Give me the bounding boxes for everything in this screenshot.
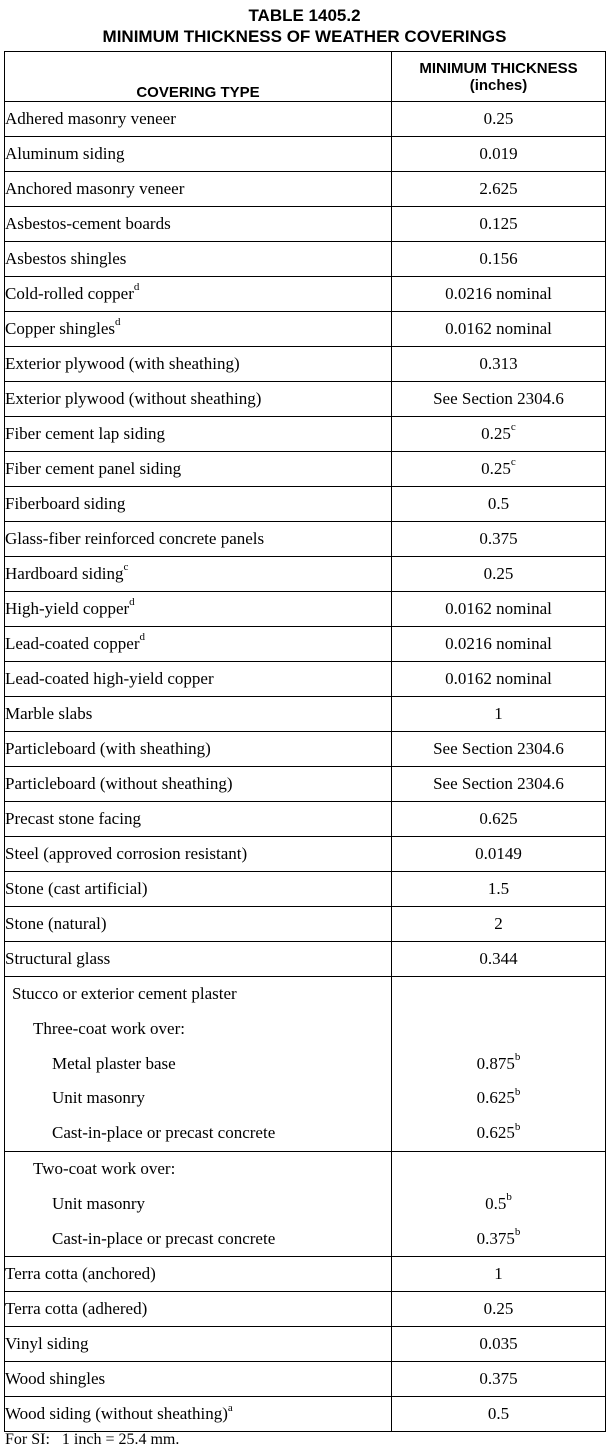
covering-type-cell xyxy=(5,522,392,557)
covering-type-name: Asbestos-cement boards xyxy=(5,214,171,233)
covering-type-name: Aluminum siding xyxy=(5,144,125,163)
thickness-cell xyxy=(392,417,606,452)
thickness-value: 0.875$^b$ xyxy=(476,1050,521,1073)
column-header-covering-type: COVERING TYPE xyxy=(5,52,392,102)
covering-type-name: Vinyl siding xyxy=(5,1334,89,1354)
covering-type-name: Anchored masonry veneer xyxy=(5,179,185,198)
thickness-value: 0.375$^b$ xyxy=(476,1225,521,1248)
covering-type-cell xyxy=(5,417,392,452)
thickness-cell xyxy=(392,277,606,312)
covering-type-cell xyxy=(5,312,392,347)
column-header-unit: (inches) xyxy=(469,76,528,94)
thickness-value: 1 xyxy=(494,1264,503,1284)
table-row xyxy=(5,732,606,767)
table-row xyxy=(5,662,606,697)
covering-type-cell xyxy=(5,1397,392,1432)
covering-type-cell xyxy=(5,802,392,837)
thickness-value: 0.25 xyxy=(481,424,511,443)
footnote-marker: d xyxy=(133,281,140,294)
covering-type-cell xyxy=(5,382,392,417)
thickness-cell xyxy=(392,732,606,767)
covering-type-cell xyxy=(5,207,392,242)
stucco-two-coat-values xyxy=(392,1151,606,1256)
table-row xyxy=(5,942,606,977)
table-row xyxy=(5,592,606,627)
thickness-value: 0.5$^b$ xyxy=(485,1191,512,1213)
covering-type-cell xyxy=(5,487,392,522)
covering-type-name: Steel (approved corrosion resistant) xyxy=(5,844,248,863)
stucco-label: Stucco or exterior cement plaster xyxy=(12,984,237,1003)
covering-type-name: Lead-coated copper xyxy=(5,634,140,653)
covering-subtype-name: Cast-in-place or precast concrete xyxy=(52,1123,276,1143)
covering-type-name: Terra cotta (adhered) xyxy=(5,1299,148,1319)
covering-type-cell xyxy=(5,452,392,487)
thickness-cell xyxy=(392,102,606,137)
thickness-value: 0.0162 nominal xyxy=(445,319,552,338)
thickness-cell xyxy=(392,172,606,207)
covering-type-cell xyxy=(5,697,392,732)
covering-type-name: Wood siding (without sheathing) xyxy=(5,1404,228,1424)
two-coat-label: Two-coat work over: xyxy=(33,1158,176,1178)
covering-type-cell xyxy=(5,102,392,137)
table-row xyxy=(5,382,606,417)
table-row xyxy=(5,487,606,522)
covering-type-cell xyxy=(5,557,392,592)
table-body-stucco xyxy=(5,977,606,1257)
thickness-cell xyxy=(392,697,606,732)
thickness-value: 1.5 xyxy=(487,879,510,898)
thickness-value: 1 xyxy=(494,704,503,723)
thickness-cell xyxy=(392,767,606,802)
stucco-two-coat-names xyxy=(5,1151,392,1256)
table-title-number: TABLE 1405.2 xyxy=(248,6,361,25)
covering-type-name: Wood shingles xyxy=(5,1369,106,1389)
table-row xyxy=(5,1327,606,1362)
thickness-cell xyxy=(392,802,606,837)
thickness-value: 0.0162 nominal xyxy=(445,599,552,618)
covering-subtype-name: Cast-in-place or precast concrete xyxy=(52,1228,276,1248)
covering-type-name: Exterior plywood (without sheathing) xyxy=(5,389,262,408)
thickness-value: See Section 2304.6 xyxy=(433,739,564,758)
covering-type-cell xyxy=(5,872,392,907)
covering-type-cell xyxy=(5,942,392,977)
covering-type-name: Fiber cement lap siding xyxy=(5,424,166,443)
table-row xyxy=(5,172,606,207)
table-row xyxy=(5,452,606,487)
table-row xyxy=(5,137,606,172)
table-row xyxy=(5,802,606,837)
thickness-cell xyxy=(392,1292,606,1327)
covering-type-cell xyxy=(5,627,392,662)
covering-type-name: Fiber cement panel siding xyxy=(5,459,182,478)
covering-type-name: Terra cotta (anchored) xyxy=(5,1264,156,1284)
thickness-cell xyxy=(392,312,606,347)
thickness-value: 0.625 xyxy=(479,809,518,828)
thickness-value: 0.0149 xyxy=(475,844,522,863)
thickness-cell xyxy=(392,837,606,872)
empty-value xyxy=(392,1012,605,1047)
table-row xyxy=(5,907,606,942)
thickness-cell xyxy=(392,347,606,382)
covering-type-name: Structural glass xyxy=(5,949,111,968)
footnote-marker: d xyxy=(139,631,145,644)
thickness-cell xyxy=(392,137,606,172)
column-header-thickness-label: MINIMUM THICKNESS xyxy=(419,59,578,77)
thickness-value: 0.0162 nominal xyxy=(445,669,552,688)
covering-type-name: Fiberboard siding xyxy=(5,494,126,513)
thickness-cell xyxy=(392,1257,606,1292)
stucco-group-two-coat xyxy=(5,1151,606,1256)
thickness-cell xyxy=(392,242,606,277)
thickness-cell xyxy=(392,207,606,242)
thickness-value: 0.5 xyxy=(487,494,510,513)
table-body-end xyxy=(5,1257,606,1432)
thickness-cell xyxy=(392,662,606,697)
column-header-minimum-thickness xyxy=(392,52,606,102)
three-coat-label: Three-coat work over: xyxy=(33,1018,185,1038)
covering-type-name: Asbestos shingles xyxy=(5,249,127,268)
empty-value xyxy=(392,1152,605,1187)
covering-type-cell xyxy=(5,242,392,277)
thickness-value: 0.25 xyxy=(483,1299,514,1319)
covering-type-cell xyxy=(5,1292,392,1327)
table-row xyxy=(5,347,606,382)
table-row xyxy=(5,417,606,452)
thickness-value: 0.344 xyxy=(479,949,518,968)
thickness-value: 0.25 xyxy=(483,564,514,583)
footnote-marker: a xyxy=(227,1401,233,1414)
covering-type-name: Adhered masonry veneer xyxy=(5,109,176,128)
covering-type-name: Marble slabs xyxy=(5,704,93,723)
thickness-value: See Section 2304.6 xyxy=(433,774,564,793)
covering-type-cell xyxy=(5,837,392,872)
thickness-value: 0.25 xyxy=(483,109,514,128)
table-row xyxy=(5,242,606,277)
stucco-group-three-coat xyxy=(5,977,606,1152)
covering-type-cell xyxy=(5,172,392,207)
thickness-table xyxy=(4,51,606,1432)
empty-value xyxy=(392,977,605,1012)
thickness-cell xyxy=(392,942,606,977)
covering-type-cell xyxy=(5,1327,392,1362)
covering-type-cell xyxy=(5,907,392,942)
stucco-three-coat-names xyxy=(5,977,392,1152)
thickness-value: 0.035 xyxy=(479,1334,518,1354)
covering-type-cell xyxy=(5,137,392,172)
covering-type-name: Hardboard siding xyxy=(5,564,124,583)
table-row xyxy=(5,837,606,872)
covering-type-cell xyxy=(5,1362,392,1397)
covering-type-name: Stone (natural) xyxy=(5,914,107,933)
covering-subtype-name: Unit masonry xyxy=(52,1193,146,1213)
thickness-cell xyxy=(392,1362,606,1397)
covering-type-name: High-yield copper xyxy=(5,599,130,618)
thickness-value: 0.375 xyxy=(479,1369,518,1389)
table-row xyxy=(5,207,606,242)
thickness-value: 0.375 xyxy=(479,529,518,548)
thickness-value: 0.0216 nominal xyxy=(445,284,552,303)
table-title: MINIMUM THICKNESS OF WEATHER COVERINGS xyxy=(102,27,507,46)
table-row xyxy=(5,767,606,802)
thickness-cell xyxy=(392,592,606,627)
table-row xyxy=(5,1257,606,1292)
footnote-marker: d xyxy=(129,596,135,609)
covering-type-name: Particleboard (with sheathing) xyxy=(5,739,211,758)
si-footnote: For SI: 1 inch = 25.4 mm. xyxy=(5,1431,180,1448)
table-header-row xyxy=(5,52,606,102)
footnote-marker: d xyxy=(115,316,121,329)
stucco-three-coat-values xyxy=(392,977,606,1152)
covering-type-cell xyxy=(5,662,392,697)
covering-type-cell xyxy=(5,1257,392,1292)
thickness-value: 0.625$^b$ xyxy=(476,1120,521,1143)
thickness-cell xyxy=(392,1327,606,1362)
covering-type-cell xyxy=(5,767,392,802)
table-row xyxy=(5,1397,606,1432)
table-row xyxy=(5,697,606,732)
covering-type-name: Precast stone facing xyxy=(5,809,141,828)
table-row xyxy=(5,312,606,347)
covering-type-name: Copper shingles xyxy=(5,319,116,338)
table-row xyxy=(5,627,606,662)
footnote-marker: c xyxy=(123,561,129,574)
table-row xyxy=(5,557,606,592)
thickness-cell xyxy=(392,1397,606,1432)
table-row xyxy=(5,1362,606,1397)
thickness-value: 0.313 xyxy=(479,354,518,373)
thickness-value: 0.019 xyxy=(479,144,518,163)
covering-type-cell xyxy=(5,732,392,767)
thickness-cell xyxy=(392,872,606,907)
covering-type-name: Particleboard (without sheathing) xyxy=(5,774,233,793)
covering-type-name: Glass-fiber reinforced concrete panels xyxy=(5,529,265,548)
thickness-value: 0.125 xyxy=(479,214,518,233)
covering-subtype-name: Unit masonry xyxy=(52,1088,146,1108)
thickness-value: See Section 2304.6 xyxy=(433,389,564,408)
table-row xyxy=(5,872,606,907)
thickness-value: 0.0216 nominal xyxy=(445,634,552,653)
thickness-cell xyxy=(392,557,606,592)
thickness-value: 0.625$^b$ xyxy=(476,1085,521,1108)
thickness-cell xyxy=(392,627,606,662)
thickness-value: 0.25 xyxy=(481,459,511,478)
thickness-cell xyxy=(392,382,606,417)
thickness-cell xyxy=(392,522,606,557)
footnote-marker: c xyxy=(510,456,516,469)
thickness-cell xyxy=(392,907,606,942)
covering-type-cell xyxy=(5,347,392,382)
table-row xyxy=(5,277,606,312)
table-row xyxy=(5,102,606,137)
covering-subtype-name: Metal plaster base xyxy=(52,1053,176,1073)
footnote-marker: c xyxy=(510,421,516,434)
thickness-value: 2 xyxy=(494,914,503,933)
covering-type-name: Stone (cast artificial) xyxy=(5,879,148,898)
covering-type-cell xyxy=(5,277,392,312)
thickness-value: 0.5 xyxy=(487,1404,510,1424)
covering-type-name: Exterior plywood (with sheathing) xyxy=(5,354,240,373)
thickness-value: 2.625 xyxy=(479,179,518,198)
thickness-cell xyxy=(392,487,606,522)
table-body-main xyxy=(5,102,606,977)
table-row xyxy=(5,1292,606,1327)
covering-type-name: Lead-coated high-yield copper xyxy=(5,669,214,688)
thickness-cell xyxy=(392,452,606,487)
table-row xyxy=(5,522,606,557)
covering-type-name: Cold-rolled copper xyxy=(5,284,134,303)
covering-type-cell xyxy=(5,592,392,627)
thickness-value: 0.156 xyxy=(479,249,518,268)
